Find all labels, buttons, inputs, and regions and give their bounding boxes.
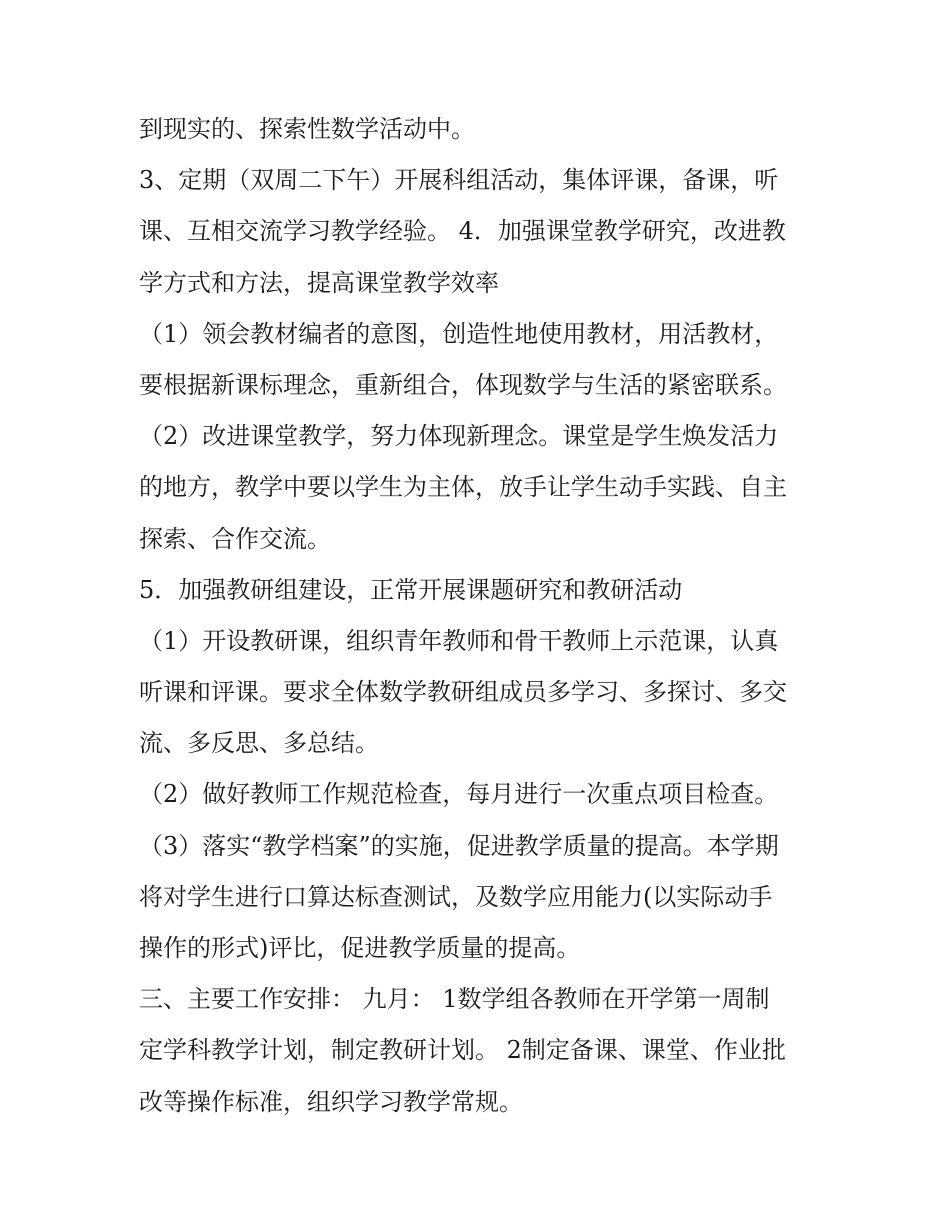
text-line: （2）改进课堂教学，努力体现新理念。课堂是学生焕发活力 [139,422,779,451]
document-body [139,104,829,1128]
text-line: （1）开设教研课，组织青年教师和骨干教师上示范课，认真 [139,626,779,655]
text-line: （3）落实“教学档案”的实施，促进教学质量的提高。本学期 [139,831,779,860]
text-line: 操作的形式)评比，促进教学质量的提高。 [139,934,581,962]
text-line: 3、定期（双周二下午）开展科组活动，集体评课，备课，听 [139,166,779,195]
text-line: 将对学生进行口算达标查测试，及数学应用能力(以实际动手 [139,882,773,911]
text-line: 定学科教学计划，制定教研计划。 2制定备课、课堂、作业批 [139,1036,786,1065]
text-line: 课、互相交流学习教学经验。 4．加强课堂教学研究，改进教 [139,217,786,246]
text-line: 到现实的、探索性数学活动中。 [139,115,475,143]
text-line: （1）领会教材编者的意图，创造性地使用教材，用活教材， [139,319,779,348]
text-line: 三、主要工作安排： 九月： 1数学组各教师在开学第一周制 [139,985,770,1014]
text-line: 流、多反思、多总结。 [139,729,379,758]
text-line: 的地方，教学中要以学生为主体，放手让学生动手实践、自主 [139,473,787,502]
text-line: 5．加强教研组建设，正常开展课题研究和教研活动 [139,575,683,604]
text-line: 学方式和方法，提高课堂教学效率 [139,268,499,297]
text-line: 要根据新课标理念，重新组合，体现数学与生活的紧密联系。 [139,370,787,399]
text-line: （2）做好教师工作规范检查，每月进行一次重点项目检查。 [139,780,779,809]
text-line: 改等操作标准，组织学习教学常规。 [139,1087,523,1116]
text-line: 探索、合作交流。 [139,524,331,553]
text-line: 听课和评课。要求全体数学教研组成员多学习、多探讨、多交 [139,678,787,707]
